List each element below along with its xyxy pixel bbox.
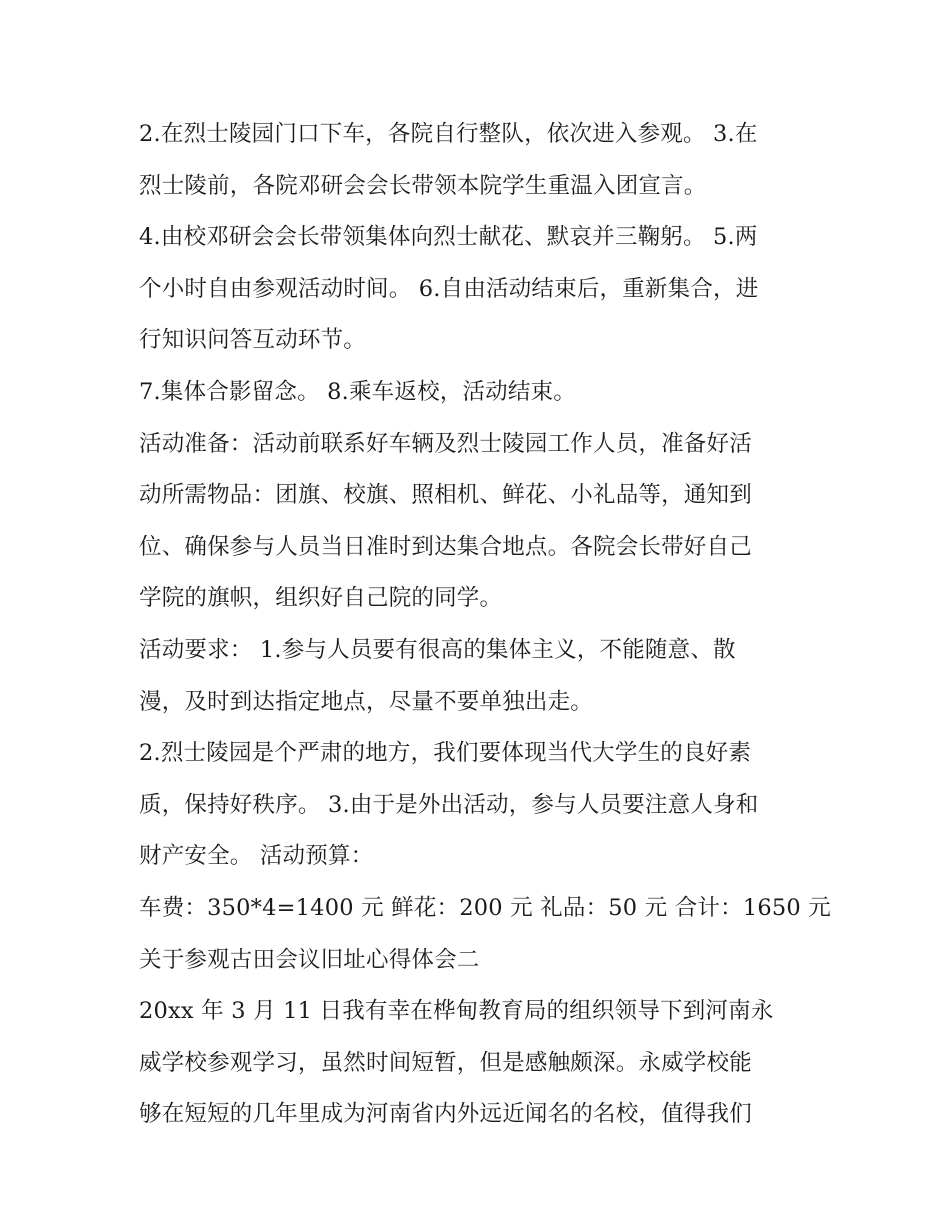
text-line: 位、确保参与人员当日准时到达集合地点。各院会长带好自己	[139, 533, 752, 560]
text-line: 学院的旗帜，组织好自己院的同学。	[139, 585, 503, 612]
text-line: 4.由校邓研会会长带领集体向烈士献花、默哀并三鞠躬。 5.两	[139, 224, 758, 251]
text-line: 烈士陵前，各院邓研会会长带领本院学生重温入团宣言。	[139, 172, 707, 199]
text-line: 财产安全。 活动预算：	[139, 843, 374, 870]
text-line: 动所需物品：团旗、校旗、照相机、鲜花、小礼品等，通知到	[139, 482, 752, 509]
text-line: 2.在烈士陵园门口下车，各院自行整队，依次进入参观。 3.在	[139, 121, 758, 147]
budget-line: 车费：350*4=1400 元 鲜花：200 元 礼品：50 元 合计：1650 元	[139, 894, 831, 921]
text-line: 够在短短的几年里成为河南省内外远近闻名的名校，值得我们	[139, 1101, 752, 1128]
text-line: 质，保持好秩序。 3.由于是外出活动，参与人员要注意人身和	[139, 791, 759, 818]
section-heading: 关于参观古田会议旧址心得体会二	[139, 946, 480, 973]
text-line: 活动准备：活动前联系好车辆及烈士陵园工作人员，准备好活	[139, 430, 752, 457]
text-line: 行知识问答互动环节。	[139, 327, 367, 354]
text-line: 漫，及时到达指定地点，尽量不要单独出走。	[139, 688, 594, 715]
text-line: 2.烈士陵园是个严肃的地方，我们要体现当代大学生的良好素	[139, 740, 752, 767]
document-body	[139, 109, 831, 1141]
text-line: 威学校参观学习，虽然时间短暂，但是感触颇深。永威学校能	[139, 1049, 752, 1076]
text-line: 活动要求： 1.参与人员要有很高的集体主义，不能随意、散	[139, 636, 736, 663]
text-line: 个小时自由参观活动时间。 6.自由活动结束后，重新集合，进	[139, 275, 759, 302]
text-line: 7.集体合影留念。 8.乘车返校，活动结束。	[139, 378, 576, 405]
text-line: 20xx 年 3 月 11 日我有幸在桦甸教育局的组织领导下到河南永	[139, 998, 774, 1025]
